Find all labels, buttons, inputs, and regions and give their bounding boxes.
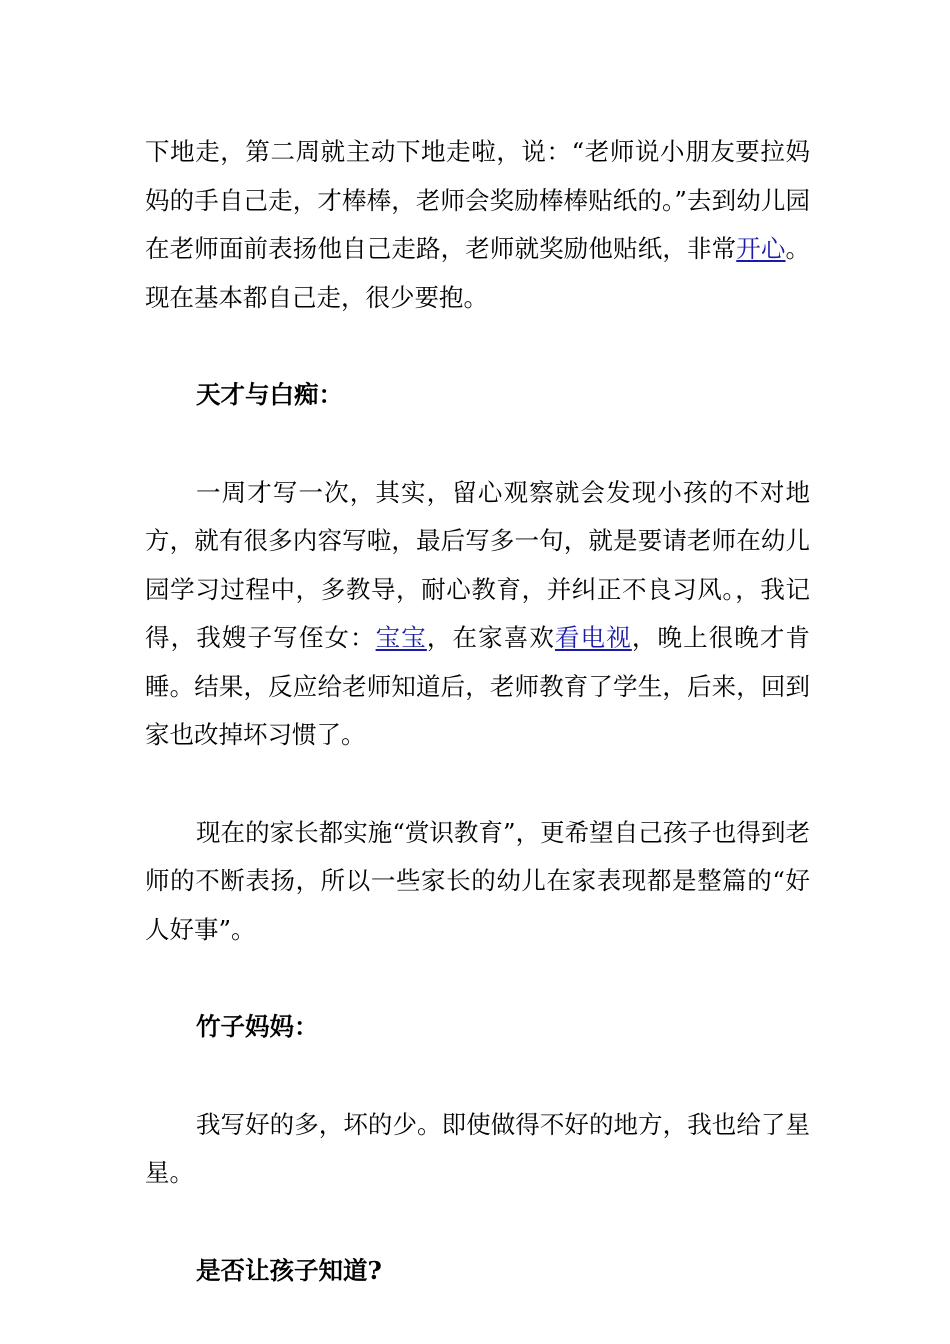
heading-let-child-know: 是否让孩子知道?	[196, 1255, 382, 1285]
paragraph-more-good: 我写好的多，坏的少。即使做得不好的地方，我也给了星星。	[145, 1109, 810, 1187]
paragraph-walking	[145, 128, 810, 322]
paragraph-appreciation-education: 现在的家长都实施“赏识教育”，更希望自己孩子也得到老师的不断表扬，所以一些家长的幼儿在家表现都是整篇的“好人好事”。	[145, 817, 810, 944]
paragraph-weekly-writing-text-mid: ，在家喜欢	[426, 623, 555, 652]
link-baobao[interactable]: 宝宝	[375, 623, 427, 652]
paragraph-weekly-writing-text: 一周才写一次，其实，留心观察就会发现小孩的不对地方，就有很多内容写啦，最后写多一句，就是要请老师在幼儿园学习过程中，多教导，耐心教育，并纠正不良习风。，我记得，我嫂子写侄女：	[145, 477, 810, 652]
link-watch-tv[interactable]: 看电视	[554, 623, 632, 652]
paragraph-walking-text: 下地走，第二周就主动下地走啦，说：“老师说小朋友要拉妈妈的手自己走，才棒棒，老师会奖励棒棒贴纸的。”去到幼儿园在老师面前表扬他自己走路，老师就奖励他贴纸，非常	[145, 137, 810, 263]
heading-bamboo-mom: 竹子妈妈：	[196, 1012, 319, 1041]
heading-genius-and-idiot: 天才与白痴：	[196, 380, 343, 409]
document-body	[145, 128, 810, 1344]
link-kaixin[interactable]: 开心	[736, 234, 786, 263]
paragraph-weekly-writing-text-end: ，晚上很晚才肯睡。结果，反应给老师知道后，老师教育了学生，后来，回到家也改掉坏习惯了。	[145, 623, 811, 749]
paragraph-weekly-writing	[145, 469, 810, 760]
paragraph-walking-text-end: 。现在基本都自己走，很少要抱。	[145, 234, 811, 312]
